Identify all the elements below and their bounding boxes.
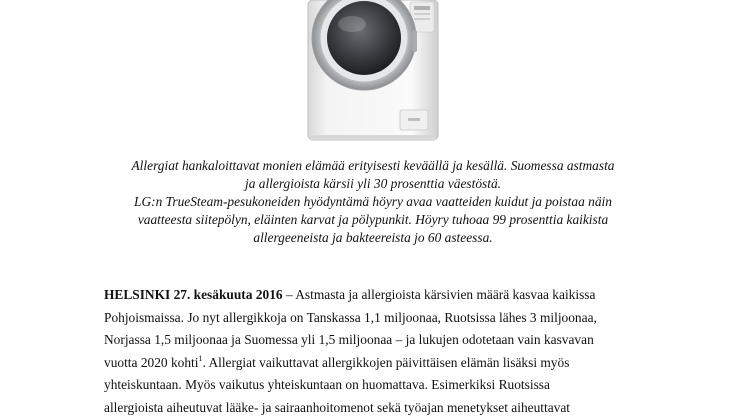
caption-line: vaatteesta siitepölyn, eläinten karvat ja pölypunkit. Höyry tuhoaa 99 prosenttia kaikista bbox=[137, 212, 609, 227]
article-body bbox=[104, 284, 664, 419]
article-line: yhteiskuntaan. Myös vaikutus yhteiskuntaan on huomattava. Esimerkiksi Ruotsissa bbox=[104, 377, 550, 392]
washing-machine-photo bbox=[300, 0, 446, 142]
caption-line: Allergiat hankaloittavat monien elämää erityisesti keväällä ja kesällä. Suomessa astmasta bbox=[131, 158, 615, 173]
article-line: Pohjoismaissa. Jo nyt allergikkoja on Tanskassa 1,1 miljoonaa, Ruotsissa lähes 3 miljoonaa, bbox=[104, 309, 597, 325]
article-text: – Astmasta ja allergioista kärsivien määrä kasvaa kaikissa bbox=[282, 287, 596, 302]
image-caption bbox=[90, 157, 656, 247]
article-line: allergioista aiheutuvat lääke- ja sairaanhoitomenot sekä työajan menetykset aiheuttavat bbox=[104, 399, 571, 415]
caption-line: allergeeneista ja bakteereista jo 60 asteessa. bbox=[253, 230, 493, 245]
article-line: Norjassa 1,5 miljoonaa ja Suomessa yli 1,5 miljoonaa – ja lukujen odotetaan vain kasvavan bbox=[104, 332, 594, 347]
article-text: . Allergiat vaikuttavat allergikkojen päivittäisen elämän lisäksi myös bbox=[202, 354, 570, 370]
article-line bbox=[104, 284, 664, 307]
caption-line: LG:n TrueSteam-pesukoneiden hyödyntämä höyry avaa vaatteiden kuidut ja poistaa näin bbox=[134, 194, 612, 209]
article-text: vuotta 2020 kohti bbox=[104, 354, 199, 370]
dateline: HELSINKI 27. kesäkuuta 2016 bbox=[104, 287, 283, 302]
caption-line: ja allergioista kärsii yli 30 prosenttia väestöstä. bbox=[244, 176, 502, 191]
article-line bbox=[104, 352, 664, 375]
footnote-reference: 1 bbox=[198, 353, 203, 363]
